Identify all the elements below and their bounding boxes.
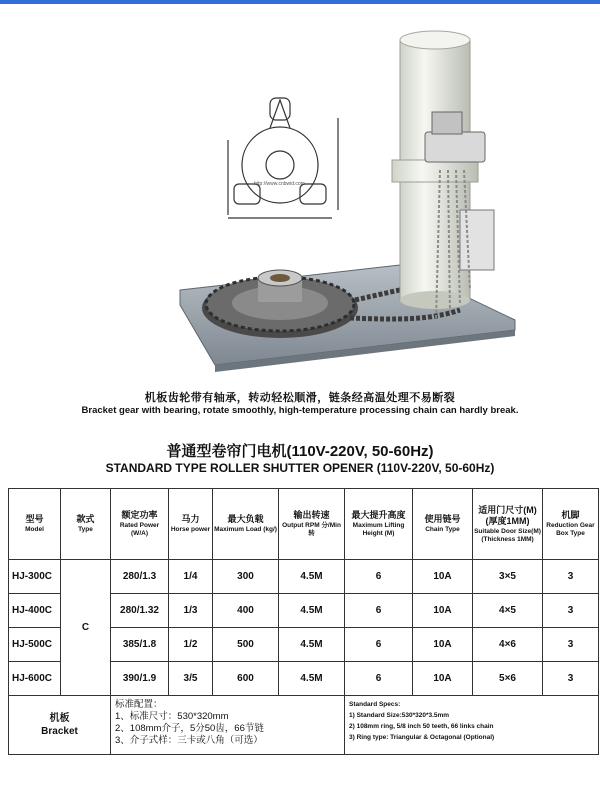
config-line: 标准配置：	[115, 699, 163, 710]
header-chain-type: 使用链号 Chain Type	[413, 489, 473, 560]
header-door-size: 适用门尺寸(M)(厚度1MM) Suitable Door Size(M) (Thickness 1MM)	[473, 489, 543, 560]
header-rated-power: 额定功率 Rated Power (W/A)	[111, 489, 169, 560]
header-output-rpm: 输出转速 Output RPM 分/Min转	[279, 489, 345, 560]
power-cell: 280/1.32	[111, 594, 169, 628]
rpm-cell: 4.5M	[279, 594, 345, 628]
hp-cell: 1/3	[169, 594, 213, 628]
chain-cell: 10A	[413, 662, 473, 696]
header-lifting-height: 最大提升高度 Maximum Lifting Height (M)	[345, 489, 413, 560]
config-line: 1、标准尺寸：530*320mm	[115, 711, 229, 722]
header-type: 款式 Type	[61, 489, 111, 560]
header-horse-power: 马力 Horse power	[169, 489, 213, 560]
config-line: 2、108mm介子，5分50齿，66节链	[115, 723, 264, 734]
gear-cell: 3	[543, 662, 599, 696]
rpm-cell: 4.5M	[279, 560, 345, 594]
motor-illustration	[160, 20, 540, 380]
door-cell: 4×5	[473, 594, 543, 628]
power-cell: 385/1.8	[111, 628, 169, 662]
header-max-load: 最大负载 Maximum Load (kg/)	[213, 489, 279, 560]
hp-cell: 3/5	[169, 662, 213, 696]
load-cell: 300	[213, 560, 279, 594]
bracket-drawing	[228, 98, 338, 218]
door-cell: 5×6	[473, 662, 543, 696]
door-cell: 4×6	[473, 628, 543, 662]
model-cell: HJ-600C	[9, 662, 61, 696]
spec-line: 3) Ring type: Triangular & Octagonal (Optional)	[349, 734, 495, 741]
bracket-row	[9, 696, 599, 755]
rpm-cell: 4.5M	[279, 628, 345, 662]
door-cell: 3×5	[473, 560, 543, 594]
spec-table	[8, 488, 599, 755]
height-cell: 6	[345, 628, 413, 662]
bracket-label-cell	[9, 696, 111, 755]
drawing-watermark: http://www.cnbwid.com	[254, 181, 305, 187]
power-cell: 280/1.3	[111, 560, 169, 594]
chain-cell: 10A	[413, 628, 473, 662]
bracket-spec-en	[345, 696, 599, 755]
height-cell: 6	[345, 662, 413, 696]
type-cell: C	[61, 560, 111, 696]
spec-line: Standard Specs:	[349, 701, 401, 708]
power-cell: 390/1.9	[111, 662, 169, 696]
chain-cell: 10A	[413, 560, 473, 594]
load-cell: 600	[213, 662, 279, 696]
gear-cell: 3	[543, 560, 599, 594]
header-gear-box: 机脚 Reduction Gear Box Type	[543, 489, 599, 560]
hp-cell: 1/4	[169, 560, 213, 594]
config-line: 3、介子式样：三卡或八角（可选）	[115, 735, 263, 746]
model-cell: HJ-500C	[9, 628, 61, 662]
gear-cell: 3	[543, 594, 599, 628]
load-cell: 500	[213, 628, 279, 662]
height-cell: 6	[345, 594, 413, 628]
table-title-cn: 普通型卷帘门电机(110V-220V, 50-60Hz)	[166, 443, 434, 460]
model-cell: HJ-300C	[9, 560, 61, 594]
rpm-cell: 4.5M	[279, 662, 345, 696]
bracket-config-cn	[111, 696, 345, 755]
height-cell: 6	[345, 560, 413, 594]
top-accent-line	[0, 0, 600, 4]
table-title-en: STANDARD TYPE ROLLER SHUTTER OPENER (110V-220V, 50-60Hz)	[105, 461, 495, 475]
bracket-label-cn: 机板	[49, 713, 70, 724]
hp-cell: 1/2	[169, 628, 213, 662]
gear-cell: 3	[543, 628, 599, 662]
header-model: 型号 Model	[9, 489, 61, 560]
caption-en: Bracket gear with bearing, rotate smoothly, high-temperature processing chain can hardly break.	[81, 405, 519, 416]
caption-cn: 机板齿轮带有轴承，转动轻松顺滑，链条经高温处理不易断裂	[144, 392, 456, 404]
spec-line: 1) Standard Size:530*320*3.5mm	[349, 712, 450, 719]
model-cell: HJ-400C	[9, 594, 61, 628]
header-row	[9, 489, 599, 560]
bracket-label-en: Bracket	[41, 726, 78, 737]
load-cell: 400	[213, 594, 279, 628]
spec-line: 2) 108mm ring, 5/8 inch 50 teeth, 66 links chain	[349, 723, 494, 730]
table-row	[9, 560, 599, 594]
chain-cell: 10A	[413, 594, 473, 628]
